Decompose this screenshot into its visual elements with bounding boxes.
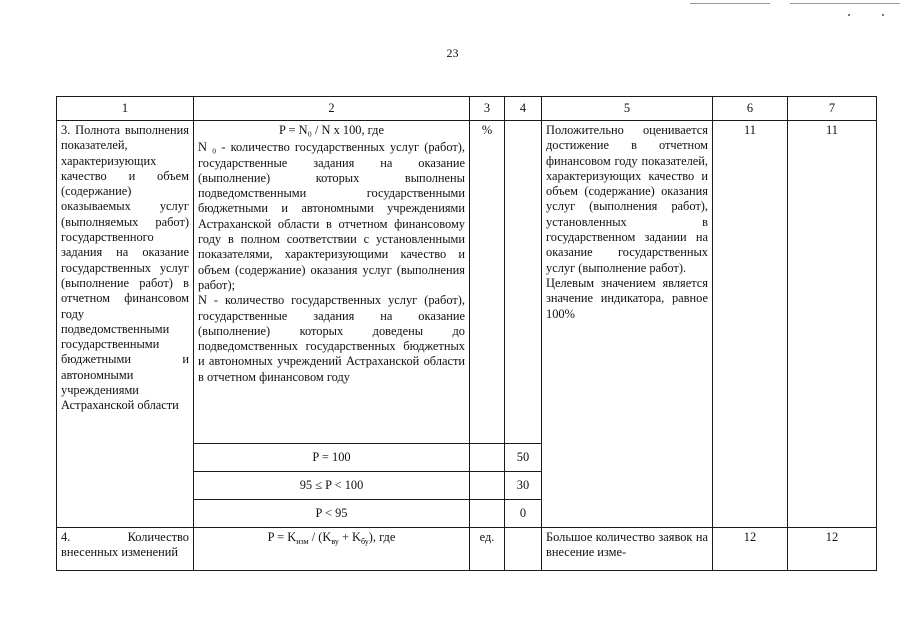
indicators-table — [56, 96, 877, 571]
unit: ед. — [470, 528, 505, 571]
definition-n: N - количество государственных услуг (работ), государственные задания на оказание (выполнение) которых доведены до подведомственных государственных бюджетных и автономных учреждений Астраханской области в отчетном финансовом году — [198, 293, 465, 384]
indicator-name: 4. Количество внесенных изменений — [57, 528, 194, 571]
table-row — [57, 121, 877, 444]
score-cell-empty — [505, 121, 542, 444]
description: Положительно оценивается достижение в отчетном финансовом году показателей, характеризующих качество и объем (содержание) оказания услуг (выполнения работ), установленных в государственном задании на оказание государственных услуг (выполнение работ). — [546, 123, 708, 275]
condition-unit-empty — [470, 500, 505, 528]
indicator-name: 3. Полнота выполнения показателей, характеризующих качество и объем (содержание) оказываемых услуг (выполняемых работ) государственного задания на оказание государственных услуг (выполнение работ) в отчетном финансовом году подведомственными государственными бюджетными и автономными учреждениями Астраханской области — [57, 121, 194, 528]
condition: P < 95 — [194, 500, 470, 528]
col6-value: 12 — [713, 528, 788, 571]
scan-artifact-dot — [848, 14, 850, 16]
condition-score: 30 — [505, 472, 542, 500]
header-cell: 7 — [788, 97, 877, 121]
condition-unit-empty — [470, 444, 505, 472]
col6-value: 11 — [713, 121, 788, 528]
condition-unit-empty — [470, 472, 505, 500]
page-number: 23 — [446, 46, 459, 60]
indicator-formula-cell — [194, 121, 470, 444]
unit: % — [470, 121, 505, 444]
header-row — [57, 97, 877, 121]
scan-artifact-line — [690, 3, 770, 4]
description: Большое количество заявок на внесение изме- — [542, 528, 713, 571]
formula: $P = K_{изм} / (K_{ву} + K_{бу})$, где — [194, 528, 470, 571]
score-cell-empty — [505, 528, 542, 571]
condition-score: 0 — [505, 500, 542, 528]
header-cell: 5 — [542, 97, 713, 121]
target-value: Целевым значением является значение индикатора, равное 100% — [546, 275, 708, 321]
condition: P = 100 — [194, 444, 470, 472]
table-row — [57, 528, 877, 571]
col7-value: 12 — [788, 528, 877, 571]
header-cell: 6 — [713, 97, 788, 121]
header-cell: 2 — [194, 97, 470, 121]
header-cell: 3 — [470, 97, 505, 121]
scan-artifact-line — [790, 3, 900, 4]
header-cell: 1 — [57, 97, 194, 121]
condition: 95 ≤ P < 100 — [194, 472, 470, 500]
definition-n0: N ₀ - количество государственных услуг (работ), государственные задания на оказание (выполнение) которых выполнены подведомственными государственными бюджетными и автономными учреждениями Астраханской области в отчетном финансовому году в полном соответствии с установленными показателями, характеризующими качество и объем (содержание) оказания услуг (выполнения работ); — [198, 140, 465, 292]
formula: P = N₀ / N x 100, где — [279, 123, 384, 137]
condition-score: 50 — [505, 444, 542, 472]
header-cell: 4 — [505, 97, 542, 121]
indicator-description-cell — [542, 121, 713, 528]
scan-artifact-dot — [882, 14, 884, 16]
col7-value: 11 — [788, 121, 877, 528]
